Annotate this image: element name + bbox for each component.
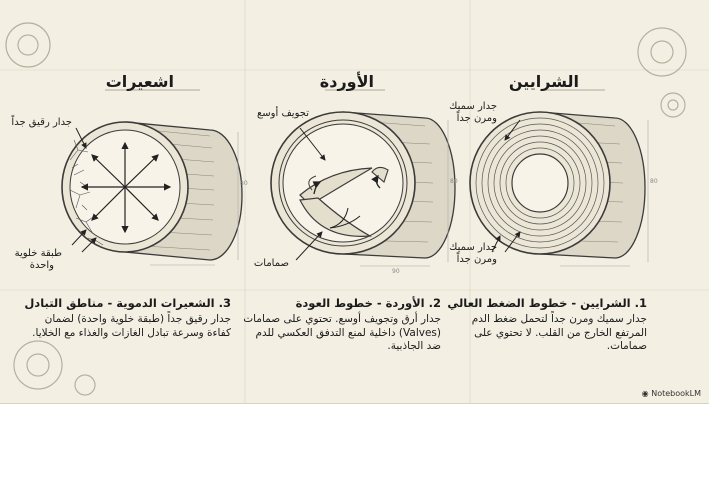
arteries-title: الشرايين <box>508 72 579 91</box>
label-wide-lumen: تجويف أوسع <box>256 108 309 119</box>
dimension-mark: 80 <box>240 180 248 187</box>
label-single-layer-line2: واحدة <box>29 260 54 271</box>
arteries-heading: 1. الشرايين - خطوط الضغط العالي <box>447 296 647 310</box>
label-thick-wall-top-line1: جدار سميك <box>449 101 497 112</box>
capillaries-title: اشعيرات <box>105 72 174 91</box>
dimension-mark: 90 <box>392 268 400 275</box>
capillary-cross-section <box>62 122 242 265</box>
label-thin-wall: جدار رقيق جداً <box>11 117 72 128</box>
capillaries-heading: 3. الشعيرات الدموية - مناطق التبادل <box>24 296 231 310</box>
label-thick-wall-top-line2: ومرن جداً <box>456 113 497 124</box>
label-thick-wall-bottom-line1: جدار سميك <box>449 242 497 253</box>
dimension-mark: 80 <box>650 178 658 185</box>
dimension-mark: 80 <box>450 178 458 185</box>
capillaries-description: جدار رقيق جداً (طبقة خلوية واحدة) لضمان كفاءة وسرعة تبادل الغازات والغذاء مع الخلايا. <box>32 313 231 339</box>
label-valves: صمامات <box>253 258 289 269</box>
veins-heading: 2. الأوردة - خطوط العودة <box>295 296 441 310</box>
veins-description: جدار أرق وتجويف أوسع. تحتوي على صمامات (Valves) داخلية لمنع التدفق العكسي للدم ضد الجاذبية. <box>243 313 441 352</box>
vein-cross-section <box>271 112 455 266</box>
label-single-layer-line1: طبقة خلوية <box>14 248 62 259</box>
veins-title: الأوردة <box>319 72 374 91</box>
notebooklm-logo-icon: ◉ <box>641 389 649 398</box>
label-thick-wall-bottom-line2: ومرن جداً <box>456 254 497 265</box>
arteries-description: جدار سميك ومرن جداً لتحمل ضغط الدم المرتفع الخارج من القلب. لا تحتوي على صمامات. <box>471 313 647 352</box>
notebooklm-watermark: ◉ NotebookLM <box>641 389 701 398</box>
